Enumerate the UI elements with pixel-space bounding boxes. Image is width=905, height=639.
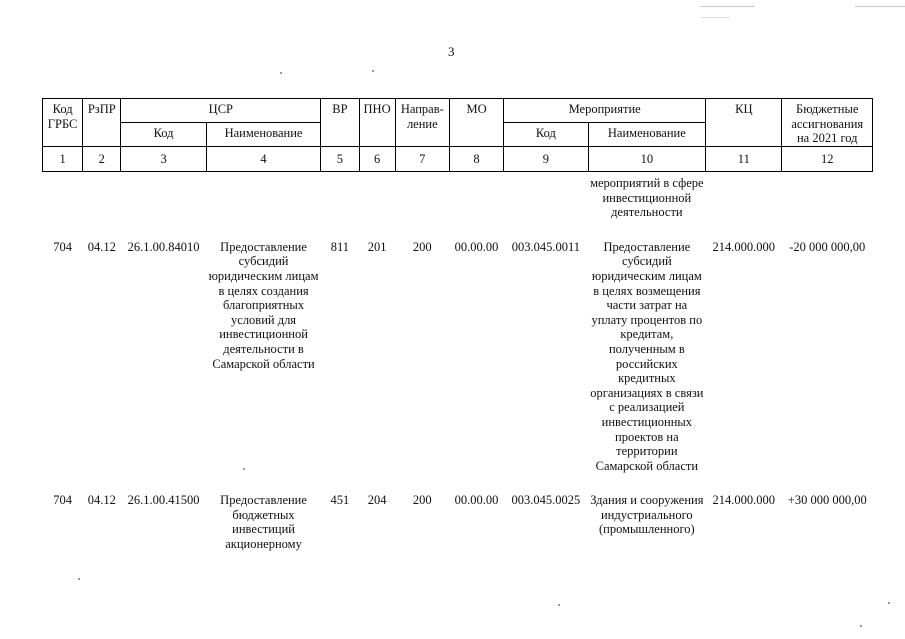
- scan-mark: [855, 6, 905, 7]
- header-mo: МО: [449, 99, 503, 147]
- cell-grbs: 704: [53, 239, 72, 254]
- cell-mo: 00.00.00: [454, 239, 499, 254]
- table-row: [43, 238, 873, 476]
- header-event: Мероприятие: [504, 99, 706, 123]
- header-budget: Бюджетные ассигнования на 2021 год: [782, 99, 873, 147]
- scan-speck: [372, 70, 374, 72]
- cell-event-code: 003.045.0025: [511, 493, 581, 508]
- cell-mo: 00.00.00: [454, 493, 499, 508]
- cell-csr-code: 26.1.00.84010: [127, 239, 200, 254]
- cell-rzpr: 04.12: [87, 239, 116, 254]
- column-number: 1: [43, 147, 83, 172]
- column-number: 2: [83, 147, 121, 172]
- cell-vr: 811: [330, 239, 350, 254]
- page-number: 3: [448, 44, 455, 59]
- header-direction: Направ-ление: [395, 99, 449, 147]
- cell-direction: 200: [412, 493, 432, 508]
- column-number: 12: [782, 147, 873, 172]
- scan-speck: [888, 602, 890, 604]
- cell-csr-name: Предоставление субсидий юридическим лицам в целях создания благоприятных условий для инвестиционной деятельности в Самарской области: [208, 239, 319, 371]
- header-event-code: Код: [504, 123, 588, 147]
- cell-kc: 214.000.000: [712, 493, 776, 508]
- scan-speck: [280, 72, 282, 74]
- scan-mark: [700, 17, 730, 18]
- continuation-row: [43, 172, 873, 222]
- cell-vr: 451: [330, 493, 350, 508]
- cell-event-name: Здания и сооружения индустриального (промышленного): [590, 493, 704, 537]
- column-number: 4: [206, 147, 321, 172]
- header-pno: ПНО: [359, 99, 395, 147]
- column-number: 7: [395, 147, 449, 172]
- column-number: 9: [504, 147, 588, 172]
- scan-speck: [78, 578, 80, 580]
- cell-grbs: 704: [53, 493, 72, 508]
- continued-event-name: мероприятий в сфере инвестиционной деятельности: [590, 176, 704, 220]
- cell-amount: -20 000 000,00: [789, 239, 866, 254]
- header-rzpr: РзПР: [83, 99, 121, 147]
- column-number: 3: [121, 147, 206, 172]
- header-csr-code: Код: [121, 123, 206, 147]
- header-event-name: Наименование: [588, 123, 706, 147]
- table-row: [43, 491, 873, 553]
- cell-pno: 204: [367, 493, 387, 508]
- header-vr: ВР: [321, 99, 359, 147]
- header-kc: КЦ: [706, 99, 782, 147]
- column-number: 8: [449, 147, 503, 172]
- cell-event-code: 003.045.0011: [511, 239, 581, 254]
- header-csr-name: Наименование: [206, 123, 321, 147]
- scan-speck: [558, 604, 560, 606]
- cell-direction: 200: [412, 239, 432, 254]
- column-number: 11: [706, 147, 782, 172]
- scan-speck: [860, 625, 862, 627]
- budget-table: [42, 98, 873, 554]
- cell-rzpr: 04.12: [87, 493, 116, 508]
- cell-kc: 214.000.000: [712, 239, 776, 254]
- column-number: 6: [359, 147, 395, 172]
- cell-csr-name: Предоставление бюджетных инвестиций акционерному: [220, 493, 307, 552]
- header-csr: ЦСР: [121, 99, 321, 123]
- header-grbs: Код ГРБС: [43, 99, 83, 147]
- cell-csr-code: 26.1.00.41500: [127, 493, 200, 508]
- cell-amount: +30 000 000,00: [787, 493, 867, 508]
- column-number: 5: [321, 147, 359, 172]
- cell-pno: 201: [367, 239, 387, 254]
- scan-mark: [700, 6, 755, 7]
- column-number: 10: [588, 147, 706, 172]
- cell-event-name: Предоставление субсидий юридическим лицам в целях возмещения части затрат на уплату процентов по кредитам, полученным в российских кредитных организациях в связи с реализацией инвестиционных проектов на территории Самарской области: [590, 239, 704, 473]
